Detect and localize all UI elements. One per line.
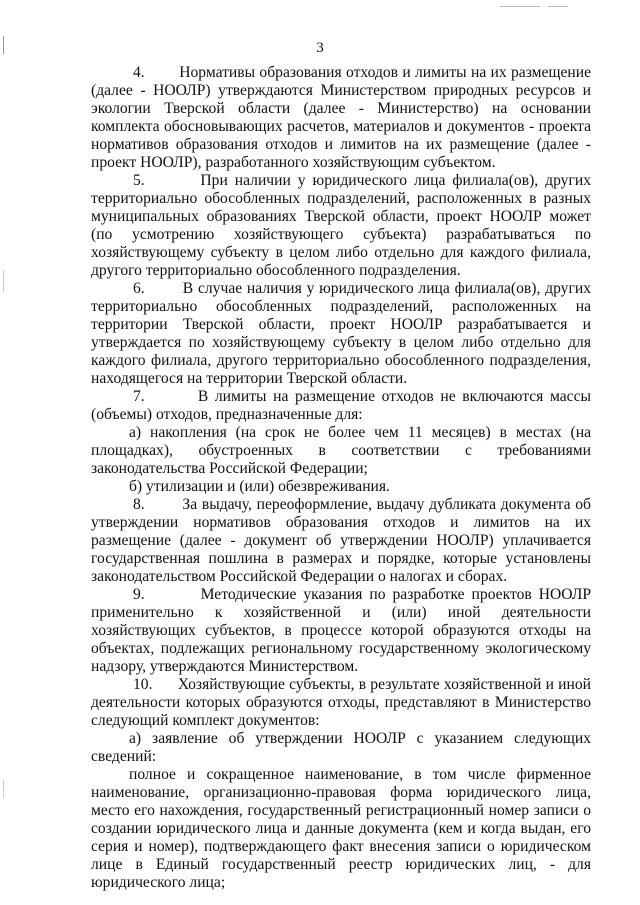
paragraph-7: 7. В лимиты на размещение отходов не включаются массы (объемы) отходов, предназначенные для: [91, 388, 591, 423]
scan-line-top-right [500, 6, 540, 7]
paragraph-10-item-a: а) заявление об утверждении НООЛР с указанием следующих сведений: [91, 730, 591, 765]
paragraph-10-item-a-details: полное и сокращенное наименование, в том числе фирменное наименование, организационно-правовая форма юридического лица, место его нахождения, государственный регистрационный номер записи о создании юридического лица и данные документа (кем и когда выдан, его серия и номер), подтверждающего факт внесения записи о юридическом лице в Единый государственный реестр юридических лиц, - для юридического лица; [91, 766, 591, 891]
paragraph-8: 8. За выдачу, переоформление, выдачу дубликата документа об утверждении нормативов образования отходов и лимитов на их размещение (далее - документ об утверждении НООЛР) уплачивается государственная пошлина в размерах и порядке, которые установлены законодательством Российской Федерации о налогах и сборах. [91, 496, 591, 585]
scan-mark-bottom-left [3, 780, 4, 798]
paragraph-6: 6. В случае наличия у юридического лица филиала(ов), других территориально обособленных подразделений, расположенных на территории Тверской области, проект НООЛР разрабатывается и утверждается по хозяйствующему субъекту в целом либо отдельно для каждого филиала, другого территориально обособленного подразделения, находящегося на территории Тверской области. [91, 280, 591, 387]
scan-mark-middle-left [3, 270, 4, 292]
scan-mark-top-left [3, 36, 4, 54]
document-body [91, 64, 591, 892]
page-number: 3 [316, 40, 324, 56]
scan-line-top-right-2 [548, 6, 568, 7]
paragraph-5: 5. При наличии у юридического лица филиала(ов), других территориально обособленных подразделений, расположенных в разных муниципальных образованиях Тверской области, проект НООЛР может (по усмотрению хозяйствующего субъекта) разрабатываться по хозяйствующему субъекту в целом либо отдельно для каждого филиала, другого территориально обособленного подразделения. [91, 172, 591, 279]
paragraph-9: 9. Методические указания по разработке проектов НООЛР применительно к хозяйственной и (или) иной деятельности хозяйствующих субъектов, в процессе которой образуются отходы на объектах, подлежащих региональному государственному экологическому надзору, утверждаются Министерством. [91, 586, 591, 675]
paragraph-4: 4. Нормативы образования отходов и лимиты на их размещение (далее - НООЛР) утверждаются Министерством природных ресурсов и экологии Тверской области (далее - Министерство) на основании комплекта обосновывающих расчетов, материалов и документов - проекта нормативов образования отходов и лимитов на их размещение (далее - проект НООЛР), разработанного хозяйствующим субъектом. [91, 64, 591, 171]
paragraph-10: 10. Хозяйствующие субъекты, в результате хозяйственной и иной деятельности которых образуются отходы, представляют в Министерство следующий комплект документов: [91, 676, 591, 729]
paragraph-7-item-b: б) утилизации и (или) обезвреживания. [129, 478, 390, 495]
paragraph-7-item-a: а) накопления (на срок не более чем 11 месяцев) в местах (на площадках), обустроенных в соответствии с требованиями законодательства Российской Федерации; [91, 424, 591, 477]
